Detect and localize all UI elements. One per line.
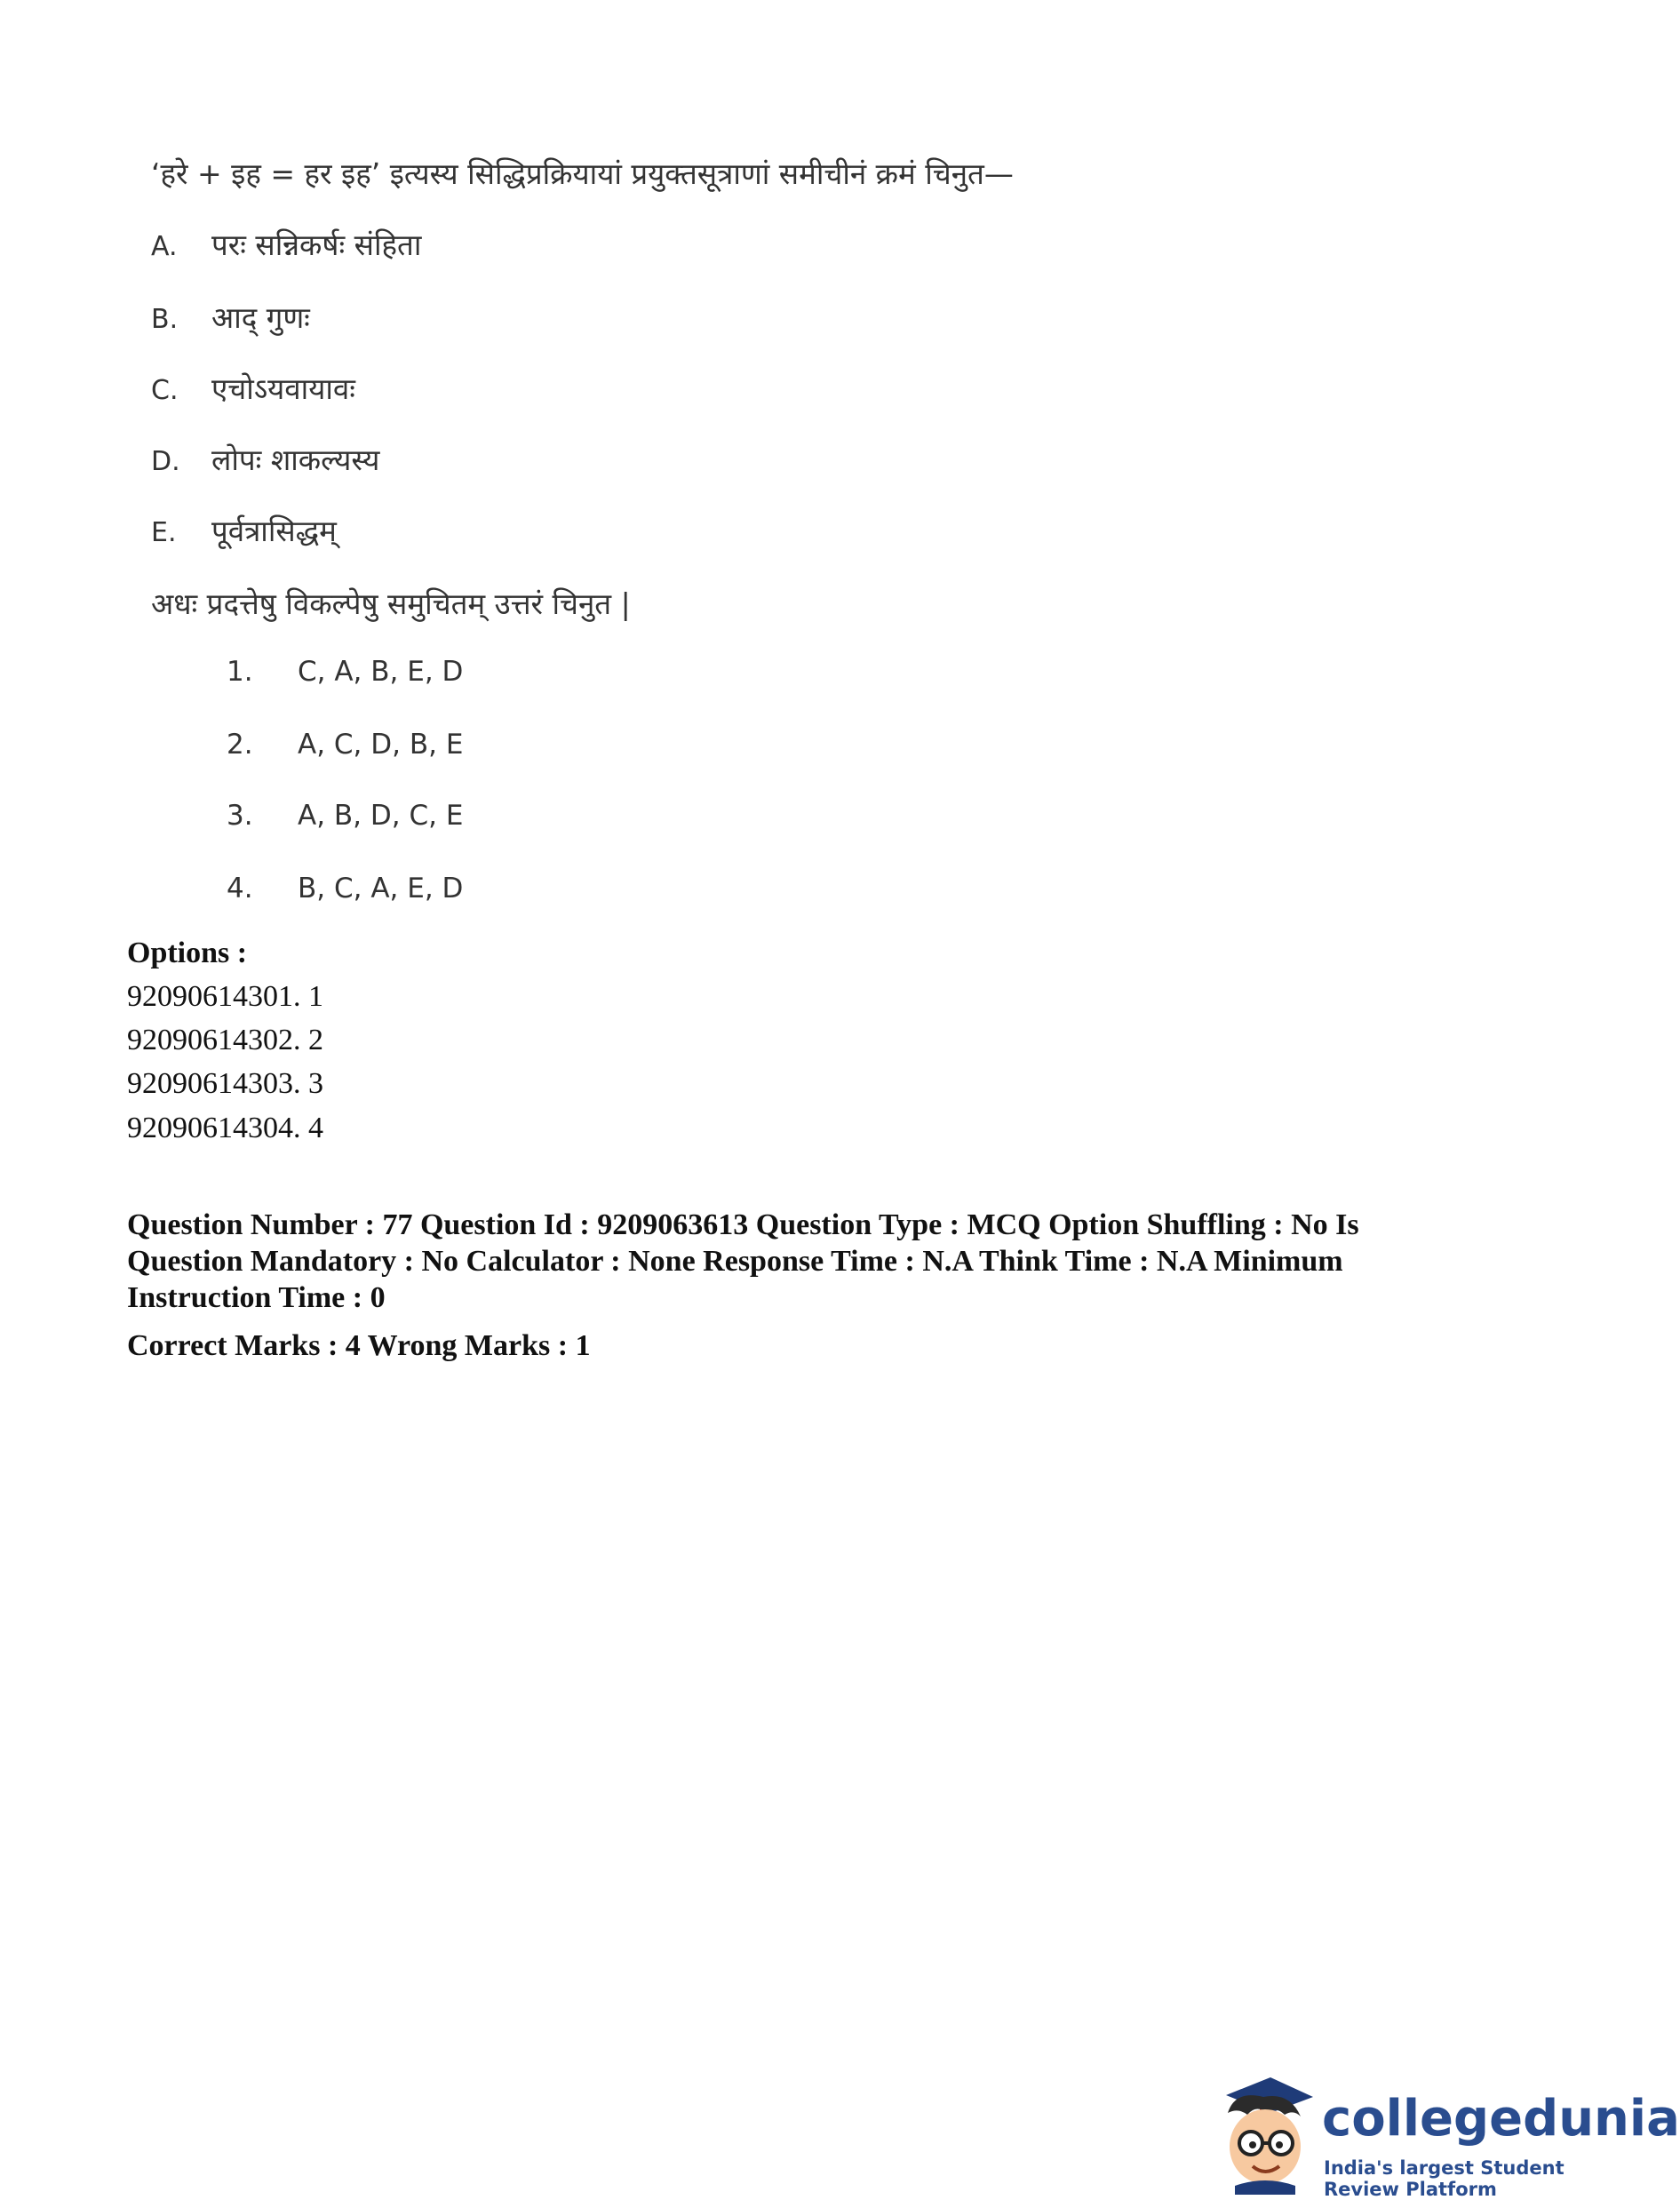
choice-text: C, A, B, E, D [298,656,464,688]
collegedunia-logo [1208,2070,1680,2200]
choice-text: A, B, D, C, E [298,800,464,832]
option-item-4: 92090614304. 4 [127,1112,323,1144]
choice-4 [227,873,463,905]
question-stem: ‘हरे + इह = हर इह’ इत्यस्य सिद्धिप्रक्रियायां प्रयुक्तसूत्राणां समीचीनं क्रमं चिनुत— [151,156,1014,191]
statement-label: B. [151,304,179,335]
statement-e [151,510,337,550]
marks-info: Correct Marks : 4 Wrong Marks : 1 [127,1329,591,1362]
statement-c [151,368,355,408]
statement-text: आद् गुणः [211,300,310,335]
choice-2 [227,729,463,761]
choice-number: 1. [227,656,253,688]
choice-1 [227,656,463,688]
statement-label: E. [151,517,177,548]
statement-label: A. [151,231,178,262]
brand-name: collegedunia [1322,2090,1680,2148]
statement-text: एचोऽयवायावः [211,371,355,406]
choice-number: 3. [227,800,253,832]
option-item-3: 92090614303. 3 [127,1067,323,1100]
statement-b [151,297,310,337]
choice-text: B, C, A, E, D [298,873,464,905]
statement-label: C. [151,375,179,406]
brand-tagline: India's largest Student Review Platform [1324,2157,1565,2200]
statement-label: D. [151,446,180,477]
choice-text: A, C, D, B, E [298,729,464,761]
question-info: Question Number : 77 Question Id : 9209063613 Question Type : MCQ Option Shuffling : No Is Question Mandatory : No Calculator : None Response Time : N.A Think Time : N.A Minimum Instruction Time : 0 [127,1208,1359,1314]
choice-3 [227,800,463,832]
mascot-icon [1208,2070,1324,2195]
statement-a [151,224,421,264]
option-item-2: 92090614302. 2 [127,1024,323,1056]
option-item-1: 92090614301. 1 [127,980,323,1013]
statement-text: परः सन्निकर्षः संहिता [211,227,422,262]
statement-text: पूर्वत्रासिद्धम् [211,514,337,548]
instruction-text: अधः प्रदत्तेषु विकल्पेषु समुचितम् उत्तरं चिनुत | [151,586,631,621]
statement-d [151,439,379,479]
statement-text: लोपः शाकल्यस्य [211,442,380,477]
choice-number: 4. [227,873,253,905]
options-heading: Options : [127,937,248,969]
choice-number: 2. [227,729,253,761]
